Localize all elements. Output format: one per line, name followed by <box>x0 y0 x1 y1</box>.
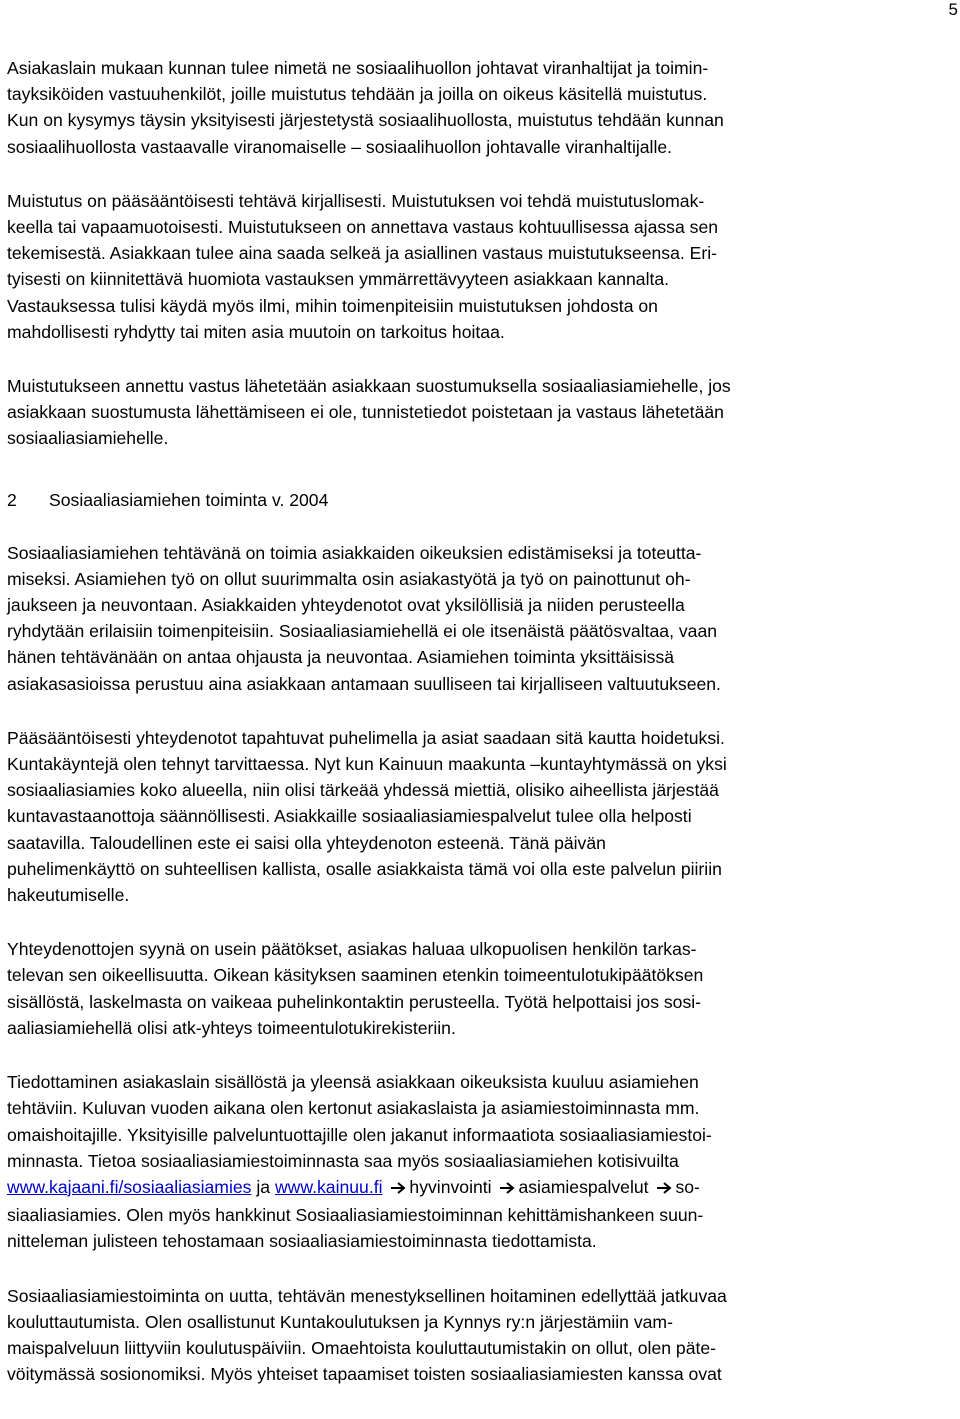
kainuu-link[interactable]: www.kainuu.fi <box>274 1176 383 1197</box>
text-line: aaliasiamiehellä olisi atk-yhteys toimeentulotukirekisteriin. <box>7 1017 456 1038</box>
text-line: Kun on kysymys täysin yksityisesti järjestetystä sosiaalihuollosta, muistutus tehdään kunnan <box>7 110 724 131</box>
text-line: Kuntakäyntejä olen tehnyt tarvittaessa. Nyt kun Kainuun maakunta –kuntayhtymässä on yksi <box>7 754 727 775</box>
paragraph-ombudsman-duties <box>7 540 957 697</box>
text-line: Pääsääntöisesti yhteydenotot tapahtuvat puhelimella ja asiat saadaan sitä kautta hoidetuksi. <box>7 727 725 748</box>
text-line: miseksi. Asiamiehen työ on ollut suurimmalta osin asiakastyötä ja työ on painottunut oh- <box>7 568 691 589</box>
link-line <box>7 1174 957 1202</box>
arrow-right-icon <box>390 1176 406 1202</box>
text-line: tyisesti on kiinnitettävä huomiota vastauksen ymmärrettävyyteen asiakkaan kannalta. <box>7 269 670 290</box>
paragraph-response-forwarding <box>7 373 957 452</box>
paragraph-training <box>7 1283 957 1388</box>
paragraph-complaint-recipients <box>7 55 957 160</box>
text-line: minnasta. Tietoa sosiaaliasiamiestoiminnasta saa myös sosiaaliasiamiehen kotisivuilta <box>7 1150 679 1171</box>
breadcrumb-hyvinvointi: hyvinvointi <box>409 1176 492 1197</box>
document-body <box>7 55 957 1415</box>
text-line: televan sen oikeellisuutta. Oikean käsityksen saaminen etenkin toimeentulotukipäätöksen <box>7 965 704 986</box>
breadcrumb-asiamiespalvelut: asiamiespalvelut <box>518 1176 649 1197</box>
text-line: hakeutumiselle. <box>7 885 130 906</box>
conjunction: ja <box>256 1176 271 1197</box>
paragraph-contact-reasons <box>7 936 957 1041</box>
text-line: vöitymässä sosionomiksi. Myös yhteiset tapaamiset toisten sosiaaliasiamiesten kanssa ovat <box>7 1364 722 1385</box>
arrow-right-icon <box>656 1176 672 1202</box>
text-line: Sosiaaliasiamiestoiminta on uutta, tehtävän menestyksellinen hoitaminen edellyttää jatkuvaa <box>7 1285 727 1306</box>
text-line: nitteleman julisteen tehostamaan sosiaaliasiamiestoiminnasta tiedottamista. <box>7 1231 597 1252</box>
text-line: Muistutukseen annettu vastus lähetetään asiakkaan suostumuksella sosiaaliasiamiehelle, jos <box>7 376 731 397</box>
kajaani-link[interactable]: www.kajaani.fi/sosiaaliasiamies <box>7 1176 252 1197</box>
text-line: keella tai vapaamuotoisesti. Muistutukseen on annettava vastaus kohtuullisessa ajassa sen <box>7 217 719 238</box>
text-line: maispalveluun liittyviin koulutuspäiviin. Omaehtoista kouluttautumistakin on ollut, olen päte- <box>7 1337 717 1358</box>
text-line: sisällöstä, laskelmasta on vaikeaa puhelinkontaktin perusteella. Työtä helpottaisi jos sosi- <box>7 991 702 1012</box>
text-line: Tiedottaminen asiakaslain sisällöstä ja yleensä asiakkaan oikeuksista kuuluu asiamiehen <box>7 1072 699 1093</box>
text-line: saatavilla. Taloudellinen este ei saisi olla yhteydenoton esteenä. Tänä päivän <box>7 832 606 853</box>
text-line: jaukseen ja neuvontaan. Asiakkaiden yhteydenotot ovat yksilöllisiä ja niiden perusteella <box>7 595 685 616</box>
text-line: Vastauksessa tulisi käydä myös ilmi, mihin toimenpiteisiin muistutuksen johdosta on <box>7 295 658 316</box>
text-line: hänen tehtävänään on antaa ohjausta ja neuvontaa. Asiamiehen toiminta yksittäisissä <box>7 647 675 668</box>
text-line: asiakkaan suostumusta lähettämiseen ei ole, tunnistetiedot poistetaan ja vastaus lähetetään <box>7 402 724 423</box>
text-line: mahdollisesti ryhdytty tai miten asia muutoin on tarkoitus hoitaa. <box>7 321 505 342</box>
arrow-right-icon <box>499 1176 515 1202</box>
page-number: 5 <box>948 0 958 19</box>
paragraph-contacts <box>7 725 957 908</box>
text-line: sosiaaliasiamiehelle. <box>7 428 169 449</box>
section-title: Sosiaaliasiamiehen toiminta v. 2004 <box>49 489 329 510</box>
paragraph-informing <box>7 1069 957 1254</box>
breadcrumb-sosiaaliasiamies: so- <box>675 1176 700 1197</box>
section-number: 2 <box>7 489 17 510</box>
text-line: ryhdytään erilaisiin toimenpiteisiin. Sosiaaliasiamiehellä ei ole itsenäistä päätösvaltaa, vaan <box>7 621 718 642</box>
text-line: kouluttautumista. Olen osallistunut Kuntakoulutuksen ja Kynnys ry:n järjestämiin vam- <box>7 1311 673 1332</box>
text-line: tehtäviin. Kuluvan vuoden aikana olen kertonut asiakaslaista ja asiamiestoiminnasta mm. <box>7 1098 700 1119</box>
text-line: kuntavastaanottoja säännöllisesti. Asiakkaille sosiaaliasiamiespalvelut tulee olla helposti <box>7 806 692 827</box>
text-line: tayksiköiden vastuuhenkilöt, joille muistutus tehdään ja joilla on oikeus käsitellä muistutus. <box>7 84 708 105</box>
text-line: sosiaalihuollosta vastaavalle viranomaiselle – sosiaalihuollon johtavalle viranhaltijalle. <box>7 136 673 157</box>
text-line: puhelimenkäyttö on suhteellisen kallista, osalle asiakkaista tämä voi olla este palvelun piiriin <box>7 858 722 879</box>
text-line: Asiakaslain mukaan kunnan tulee nimetä ne sosiaalihuollon johtavat viranhaltijat ja toimin- <box>7 58 709 78</box>
text-line: Sosiaaliasiamiehen tehtävänä on toimia asiakkaiden oikeuksien edistämiseksi ja toteutta- <box>7 542 702 563</box>
text-line: Muistutus on pääsääntöisesti tehtävä kirjallisesti. Muistutuksen voi tehdä muistutuslomak- <box>7 190 705 211</box>
text-line: asiakasasioissa perustuu aina asiakkaan antamaan suulliseen tai kirjalliseen valtuutukseen. <box>7 673 721 694</box>
text-line: omaishoitajille. Yksityisille palveluntuottajille olen jakanut informaatiota sosiaaliasiamiestoi- <box>7 1124 712 1145</box>
paragraph-complaint-form <box>7 188 957 345</box>
text-line: tekemisestä. Asiakkaan tulee aina saada selkeä ja asiallinen vastaus muistutukseensa. Eri- <box>7 243 718 264</box>
text-line: siaaliasiamies. Olen myös hankkinut Sosiaaliasiamiestoiminnan kehittämishankeen suun- <box>7 1205 704 1226</box>
text-line: sosiaaliasiamies koko alueella, niin olisi tärkeää yhdessä miettiä, olisiko aiheellista järjestää <box>7 780 719 801</box>
text-line: Yhteydenottojen syynä on usein päätökset, asiakas haluaa ulkopuolisen henkilön tarkas- <box>7 939 697 960</box>
section-heading <box>7 487 957 513</box>
